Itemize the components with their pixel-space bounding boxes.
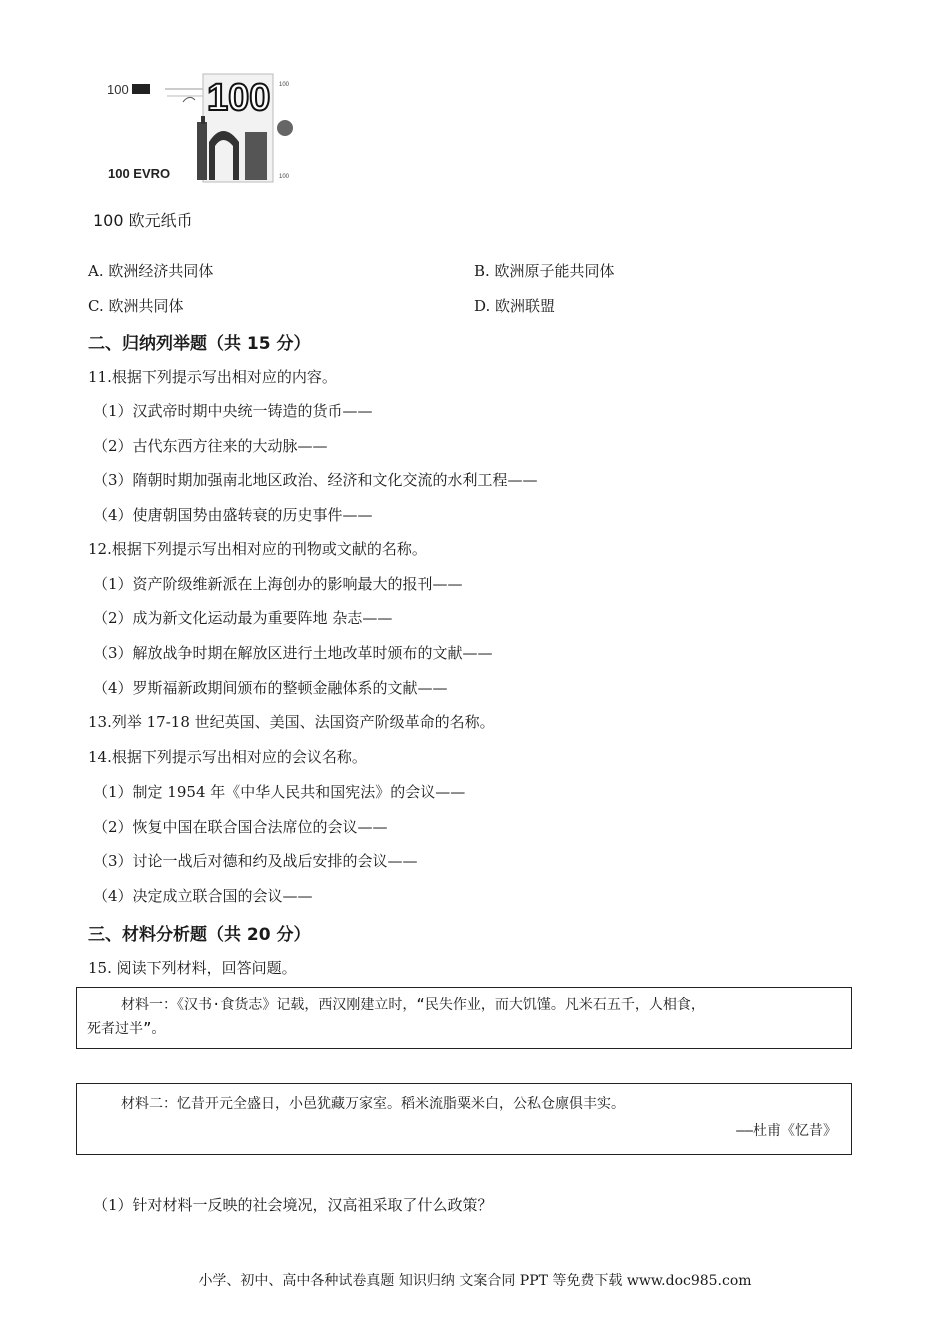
- q11-item-2: （2）古代东西方往来的大动脉——: [93, 437, 328, 455]
- material-1-line-2: 死者过半”。: [87, 1021, 166, 1037]
- option-b: B. 欧洲原子能共同体: [474, 262, 615, 280]
- svg-text:100: 100: [279, 82, 290, 88]
- section-3-title: 三、材料分析题（共 20 分）: [88, 925, 311, 945]
- figure-caption: 100 欧元纸币: [93, 211, 193, 230]
- euro-banknote-image: [105, 72, 300, 184]
- q11-item-3: （3）隋朝时期加强南北地区政治、经济和文化交流的水利工程——: [93, 471, 538, 489]
- q12-item-2: （2）成为新文化运动最为重要阵地 杂志——: [93, 609, 393, 627]
- q12-item-1: （1）资产阶级维新派在上海创办的影响最大的报刊——: [93, 575, 463, 593]
- note-label-bottom: 100 EVRO: [108, 166, 171, 181]
- q15-sub-1: （1）针对材料一反映的社会境况，汉高祖采取了什么政策？: [93, 1196, 493, 1214]
- q12-item-4: （4）罗斯福新政期间颁布的整顿金融体系的文献——: [93, 679, 448, 697]
- q14-item-1: （1）制定 1954 年《中华人民共和国宪法》的会议——: [93, 783, 466, 801]
- material-2-line-1: 材料二：忆昔开元全盛日，小邑犹藏万家室。稻米流脂粟米白，公私仓廪俱丰实。: [121, 1096, 625, 1112]
- option-a: A. 欧洲经济共同体: [88, 262, 214, 280]
- q14-stem: 14.根据下列提示写出相对应的会议名称。: [88, 748, 367, 766]
- option-c: C. 欧洲共同体: [88, 297, 184, 315]
- q11-item-1: （1）汉武帝时期中央统一铸造的货币——: [93, 402, 373, 420]
- material-1-line-1: 材料一：《汉书·食货志》记载，西汉刚建立时，“民失作业，而大饥馑。凡米石五千，人相食，: [121, 997, 705, 1013]
- material-1-box: [76, 987, 852, 1049]
- svg-text:100: 100: [279, 174, 290, 180]
- q14-item-3: （3）讨论一战后对德和约及战后安排的会议——: [93, 852, 418, 870]
- q11-item-4: （4）使唐朝国势由盛转衰的历史事件——: [93, 506, 373, 524]
- section-2-title: 二、归纳列举题（共 15 分）: [88, 334, 311, 354]
- option-d: D. 欧洲联盟: [474, 297, 556, 315]
- note-label-left: 100: [107, 82, 129, 97]
- note-value: 100: [207, 77, 271, 119]
- material-2-source: ——杜甫《忆昔》: [736, 1123, 837, 1139]
- q14-item-4: （4）决定成立联合国的会议——: [93, 887, 313, 905]
- page-footer: 小学、初中、高中各种试卷真题 知识归纳 文案合同 PPT 等免费下载 www.doc985.com: [198, 1273, 752, 1289]
- q13-stem: 13.列举 17-18 世纪英国、美国、法国资产阶级革命的名称。: [88, 713, 495, 731]
- q12-item-3: （3）解放战争时期在解放区进行土地改革时颁布的文献——: [93, 644, 493, 662]
- q12-stem: 12.根据下列提示写出相对应的刊物或文献的名称。: [88, 540, 427, 558]
- q11-stem: 11.根据下列提示写出相对应的内容。: [88, 368, 337, 386]
- material-2-box: [76, 1083, 852, 1155]
- q14-item-2: （2）恢复中国在联合国合法席位的会议——: [93, 818, 388, 836]
- q15-stem: 15. 阅读下列材料，回答问题。: [88, 959, 297, 977]
